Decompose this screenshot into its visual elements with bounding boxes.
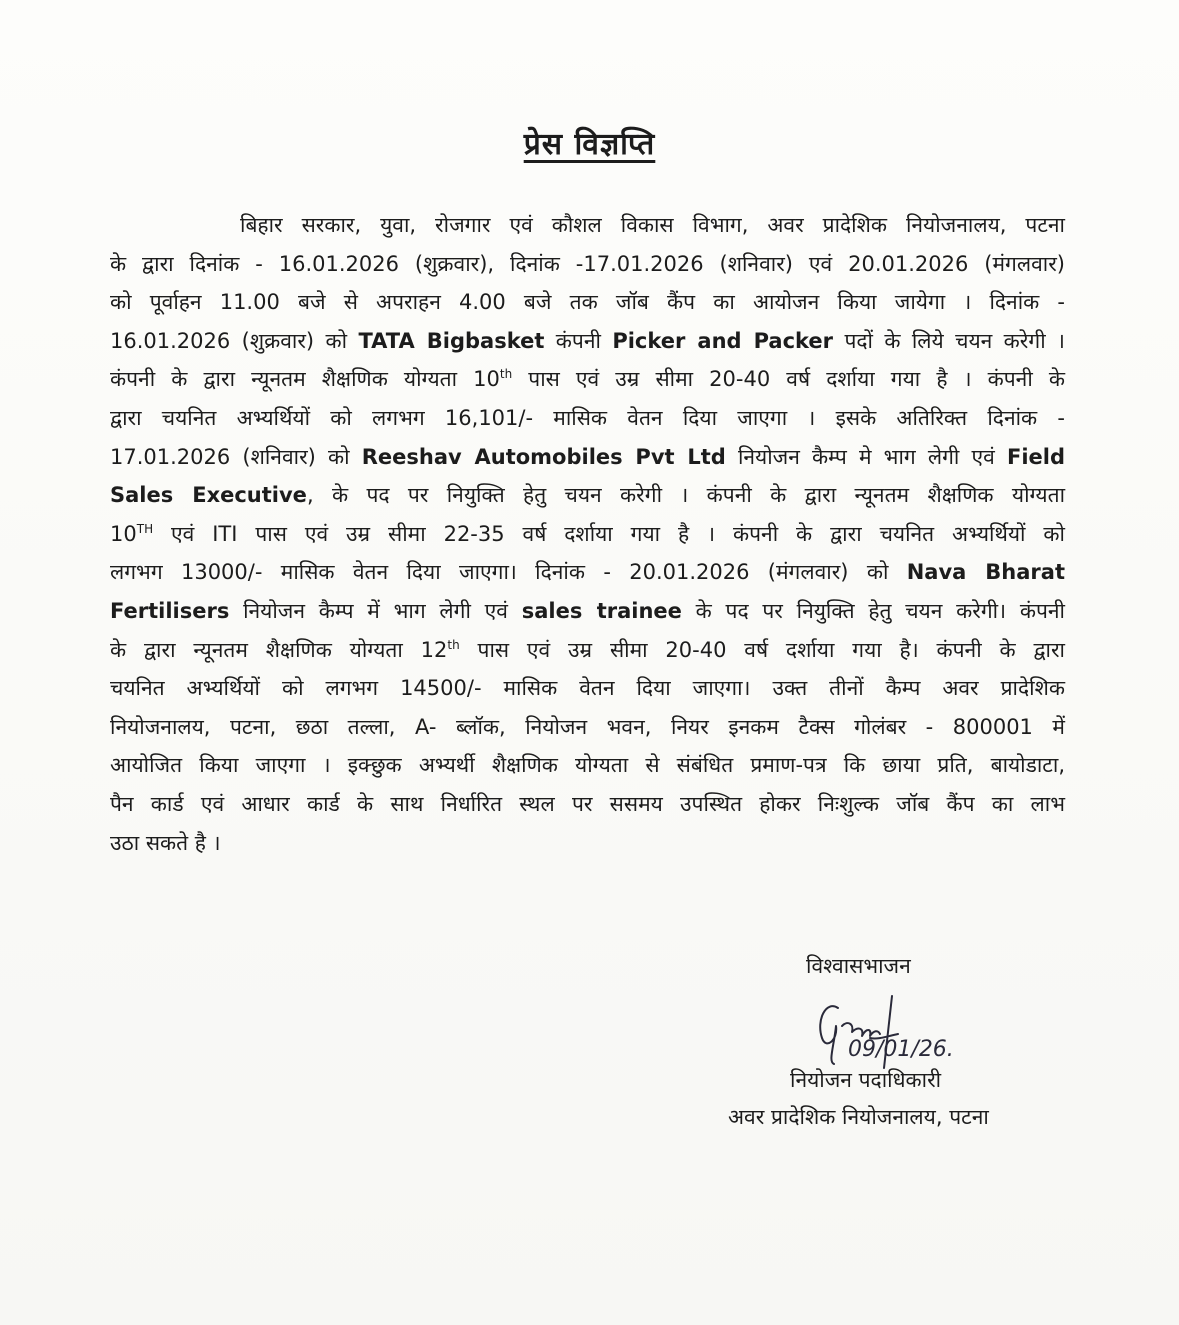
signatory-designation: नियोजन पदाधिकारी [790,1068,942,1092]
text-fragment: , के पद पर नियुक्ति हेतु चयन करेगी । कंपनी के द्वारा न्यूनतम शैक्षणिक योग्यता [306,483,1066,508]
company-name-tata-bigbasket: TATA Bigbasket [358,328,545,353]
press-release-body [110,206,1065,862]
body-line-1: बिहार सरकार, युवा, रोजगार एवं कौशल विकास विभाग, अवर प्रादेशिक नियोजनालय, पटना [240,213,1065,237]
body-line-4 [110,322,1065,361]
date-text: 16.01.2026 (शुक्रवार) को [110,328,359,353]
company-name-nava-bharat-part1: Nava Bharat [906,560,1065,585]
superscript: th [447,637,460,652]
text-fragment: एवं ITI पास एवं उम्र सीमा 22-35 वर्ष दर्शाया गया है । कंपनी के द्वारा चयनित अभ्यर्थियों को [153,521,1065,546]
text-fragment: नियोजन कैम्प मे भाग लेगी एवं [725,444,1007,469]
signatory-office: अवर प्रादेशिक नियोजनालय, पटना [728,1105,989,1129]
text-fragment: 10 [110,521,137,546]
text-fragment: लगभग 13000/- मासिक वेतन दिया जाएगा। दिनांक - 20.01.2026 (मंगलवार) को [110,560,907,585]
body-line-11 [110,592,1065,631]
body-line-7 [110,438,1065,477]
body-line-17: उठा सकते है । [110,830,221,855]
post-picker-packer: Picker and Packer [612,328,834,353]
body-line-16: पैन कार्ड एवं आधार कार्ड के साथ निर्धारित स्थल पर ससमय उपस्थित होकर निःशुल्क जॉब कैंप का लाभ [110,791,1065,816]
body-line-5 [110,360,1065,399]
text-fragment: कंपनी के द्वारा न्यूनतम शैक्षणिक योग्यता 10 [110,367,500,392]
body-line-6: द्वारा चयनित अभ्यर्थियों को लगभग 16,101/- मासिक वेतन दिया जाएगा । इसके अतिरिक्त दिनांक - [110,405,1065,430]
text-fragment: पदों के लिये चयन करेगी । [833,328,1066,353]
body-line-3: को पूर्वाहन 11.00 बजे से अपराहन 4.00 बजे तक जॉब कैंप का आयोजन किया जायेगा । दिनांक - [110,290,1065,315]
body-line-8 [110,476,1065,515]
body-line-15: आयोजित किया जाएगा । इक्छुक अभ्यर्थी शैक्षणिक योग्यता से संबंधित प्रमाण-पत्र कि छाया प्रति, बायोडाटा, [110,753,1065,778]
body-line-14: नियोजनालय, पटना, छठा तल्ला, A- ब्लॉक, नियोजन भवन, नियर इनकम टैक्स गोलंबर - 800001 में [110,714,1065,739]
page-title: प्रेस विज्ञप्ति [523,127,656,162]
text-fragment: पास एवं उम्र सीमा 20-40 वर्ष दर्शाया गया है । कंपनी के [512,367,1065,392]
post-sales-trainee: sales trainee [521,598,682,623]
text-fragment: कंपनी [544,328,613,353]
text-fragment: पास एवं उम्र सीमा 20-40 वर्ष दर्शाया गया है। कंपनी के द्वारा [459,637,1065,662]
body-line-2: के द्वारा दिनांक - 16.01.2026 (शुक्रवार), दिनांक -17.01.2026 (शनिवार) एवं 20.01.2026 (मंगलवार) [110,251,1065,276]
company-name-nava-bharat-part2: Fertilisers [110,598,230,623]
company-name-reeshav: Reeshav Automobiles Pvt Ltd [361,444,726,469]
text-fragment: के द्वारा न्यूनतम शैक्षणिक योग्यता 12 [110,637,448,662]
date-text: 17.01.2026 (शनिवार) को [110,444,362,469]
superscript: th [499,367,513,382]
post-field-sales-part1: Field [1006,444,1065,469]
handwritten-signature [808,990,998,1070]
body-line-13: चयनित अभ्यर्थियों को लगभग 14500/- मासिक वेतन दिया जाएगा। उक्त तीनों कैम्प अवर प्रादेशिक [110,676,1065,701]
superscript: TH [136,521,154,536]
post-field-sales-part2: Sales Executive [110,483,307,508]
body-line-12 [110,631,1065,670]
body-line-9 [110,515,1065,554]
signature-date: 09/01/26. [848,1037,954,1062]
body-line-10 [110,553,1065,592]
text-fragment: नियोजन कैम्प में भाग लेगी एवं [229,598,522,623]
closing-salutation: विश्वासभाजन [806,954,911,978]
text-fragment: के पद पर नियुक्ति हेतु चयन करेगी। कंपनी [681,598,1065,623]
